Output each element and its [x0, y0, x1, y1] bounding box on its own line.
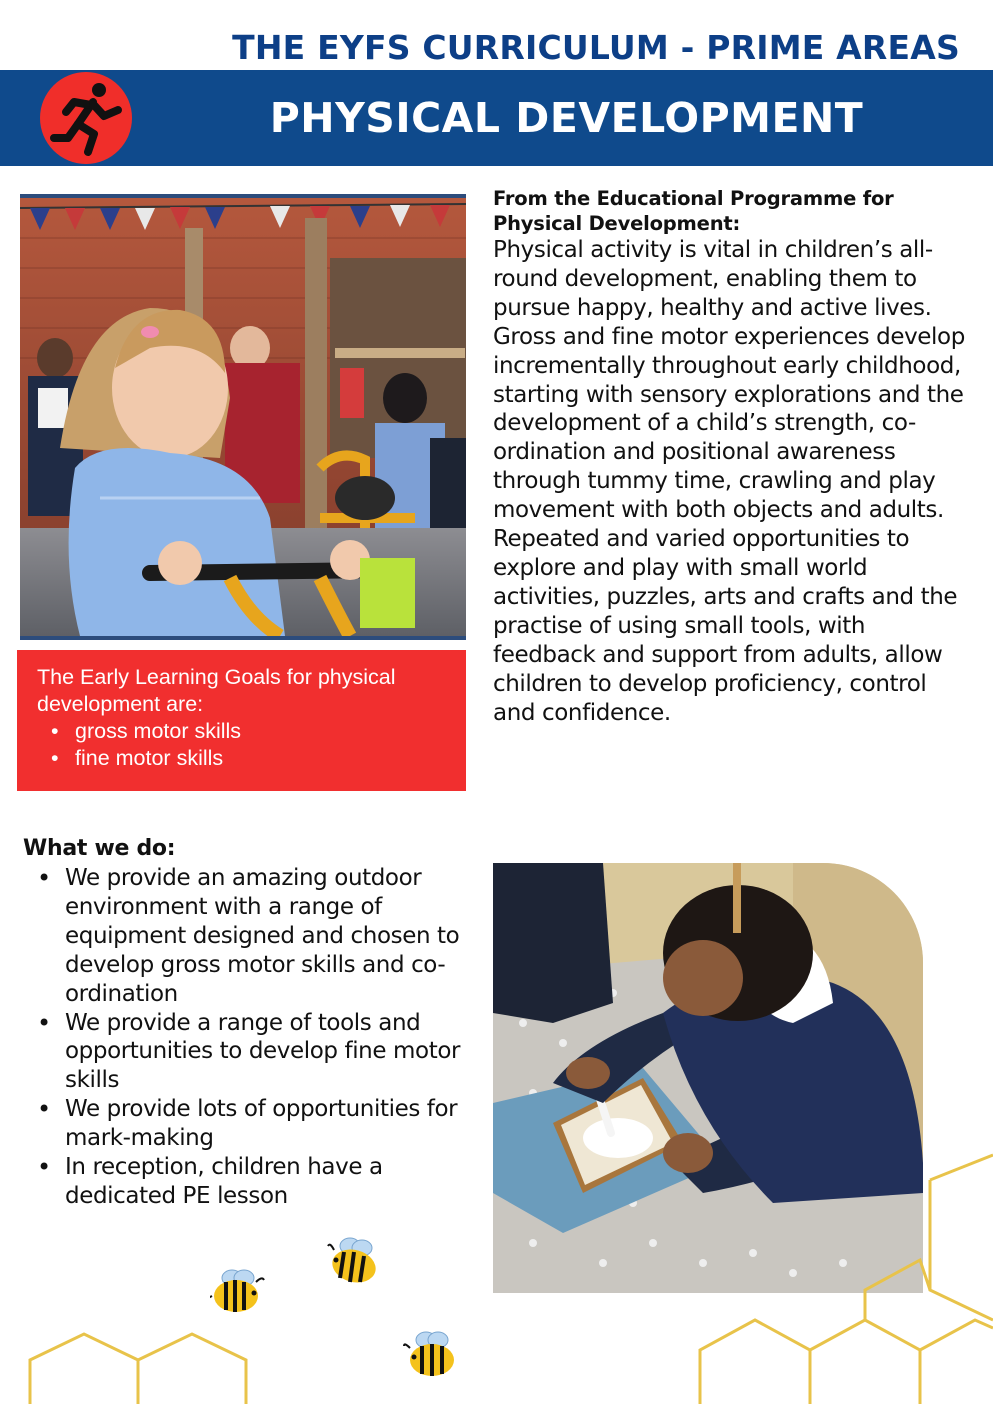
- programme-body: Physical activity is vital in children’s all-round development, enabling them to pursue happy, healthy and active lives. Gross and fine motor experiences develop incrementally throughout early childhood, starting with sensory explorations and the development of a child’s strength, co-ordination and positional awareness through tummy time, crawling and play movement with both objects and adults. Repeated and varied opportunities to explore and play with small world activities, puzzles, arts and crafts and the practise of using small tools, with feedback and support from adults, allow children to develop proficiency, control and confidence.: [493, 237, 965, 726]
- what-we-do-list: [23, 864, 483, 1211]
- bee-icon: [210, 1266, 266, 1316]
- honeycomb-decoration-right: [690, 1150, 993, 1404]
- honeycomb-decoration-left: [0, 1320, 300, 1404]
- list-item: • We provide an amazing outdoor environment with a range of equipment designed and chosen to develop gross motor skills and co-ordination: [65, 864, 483, 1009]
- bee-icon: [402, 1330, 458, 1380]
- list-item: • We provide a range of tools and opportunities to develop fine motor skills: [65, 1009, 483, 1096]
- what-we-do-section: [23, 834, 483, 1211]
- early-learning-goals-box: [17, 650, 466, 791]
- educational-programme: [493, 186, 973, 727]
- bee-icon: [326, 1236, 382, 1286]
- page-kicker: THE EYFS CURRICULUM - PRIME AREAS: [232, 28, 960, 67]
- what-we-do-heading: What we do:: [23, 836, 176, 861]
- running-figure-icon: [38, 72, 134, 164]
- page-title: PHYSICAL DEVELOPMENT: [269, 94, 864, 142]
- list-item: • In reception, children have a dedicated PE lesson: [65, 1153, 483, 1211]
- goal-item: • gross motor skills: [75, 718, 446, 745]
- goals-intro: The Early Learning Goals for physical development are:: [37, 665, 396, 716]
- list-item: • We provide lots of opportunities for mark-making: [65, 1095, 483, 1153]
- title-banner: [0, 70, 993, 166]
- goal-item: • fine motor skills: [75, 745, 446, 772]
- goals-list: [37, 718, 446, 772]
- programme-heading: From the Educational Programme for Physical Development:: [493, 187, 894, 235]
- tricycle-photo: [20, 194, 466, 640]
